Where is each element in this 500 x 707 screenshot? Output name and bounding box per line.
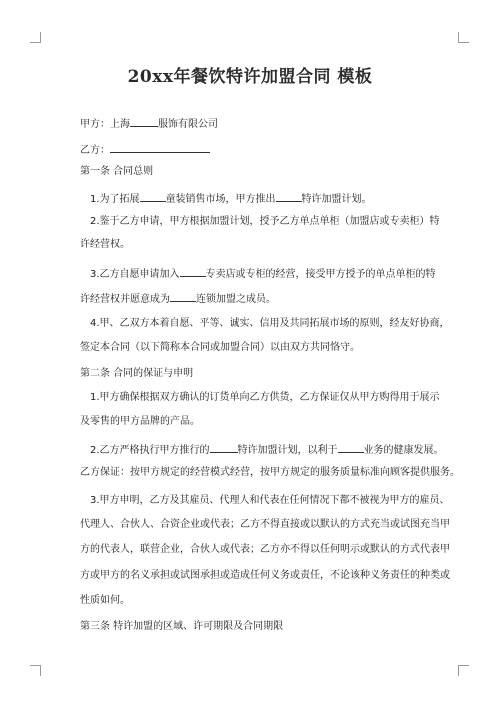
text-segment: 连锁加盟之成员。 xyxy=(196,294,276,305)
page-corner-mark-bottom-left xyxy=(30,665,41,676)
article-3-heading: 第三条 特许加盟的区域、许可期限及合同期限 xyxy=(80,621,284,632)
blank-field xyxy=(170,290,196,302)
article-2-heading: 第二条 合同的保证与申明 xyxy=(80,368,194,379)
paragraph-7: 乙方保证：按甲方规定的经营模式经营，按甲方规定的服务质量标准向顾客提供服务。 xyxy=(80,467,460,478)
blank-field xyxy=(130,115,158,127)
paragraph-4-line-2: 签定本合同（以下简称本合同或加盟合同）以由双方共同恪守。 xyxy=(80,342,360,353)
party-b-line xyxy=(80,141,460,158)
paragraph-8-line-4: 方或甲方的名义承担或试图承担或造成任何义务或责任，不论该种义务责任的种类或 xyxy=(80,570,450,581)
text-segment: 童装销售市场，甲方推出 xyxy=(165,194,276,205)
page-corner-mark-bottom-right xyxy=(458,665,469,676)
text-segment: 2.乙方严格执行甲方推行的 xyxy=(90,445,210,456)
page-corner-mark-top-left xyxy=(30,32,41,43)
blank-field xyxy=(338,441,364,453)
text-segment: 3.乙方自愿申请加入 xyxy=(90,269,180,280)
paragraph-8-line-3: 方的代表人，联营企业，合伙人或代表；乙方亦不得以任何明示或默认的方式代表甲 xyxy=(80,544,450,555)
paragraph-3-line-1 xyxy=(90,265,470,282)
paragraph-2-line-2: 许经营权。 xyxy=(80,239,130,250)
page-corner-mark-top-right xyxy=(458,32,469,43)
article-1-heading: 第一条 合同总则 xyxy=(80,166,154,177)
paragraph-5-line-1: 1.甲方确保根据双方确认的订货单向乙方供货，乙方保证仅从甲方购得用于展示 xyxy=(90,392,440,403)
blank-field xyxy=(210,441,238,453)
text-segment: 1.为了拓展 xyxy=(90,194,140,205)
blank-field xyxy=(110,141,210,153)
text-segment: 业务的健康发展。 xyxy=(363,445,444,456)
text-segment: 特许加盟计划。 xyxy=(301,194,372,205)
text-segment: 特许加盟计划，以利于 xyxy=(237,445,338,456)
paragraph-4-line-1: 4.甲、乙双方本着自愿、平等、诚实、信用及共同拓展市场的原则，经友好协商， xyxy=(90,318,450,329)
paragraph-8-line-2: 代理人、合伙人、合资企业或代表；乙方不得直接或以默认的方式充当或试图充当甲 xyxy=(80,519,450,530)
document-title: 20xx年餐饮特许加盟合同 模板 xyxy=(127,67,373,87)
blank-field xyxy=(140,190,166,202)
paragraph-5-line-2: 及零售的甲方品牌的产品。 xyxy=(80,416,200,427)
blank-field xyxy=(276,190,302,202)
party-a-line xyxy=(80,115,460,132)
blank-field xyxy=(180,265,206,277)
text-segment: 专卖店或专柜的经营，接受甲方授予的单点单柜的特 xyxy=(205,269,436,280)
party-a-label: 甲方：上海 xyxy=(80,119,130,130)
party-b-label: 乙方： xyxy=(80,145,110,156)
paragraph-3-line-2 xyxy=(80,290,460,307)
paragraph-1 xyxy=(90,190,470,207)
paragraph-6 xyxy=(90,441,470,458)
party-a-suffix: 服饰有限公司 xyxy=(158,119,218,130)
paragraph-8-line-1: 3.甲方申明，乙方及其雇员、代理人和代表在任何情况下都不被视为甲方的雇员、 xyxy=(90,495,450,506)
paragraph-2-line-1: 2.鉴于乙方申请，甲方根据加盟计划，授予乙方单点单柜（加盟店或专卖柜）特 xyxy=(90,216,440,227)
text-segment: 许经营权并愿意成为 xyxy=(80,294,170,305)
paragraph-8-line-5: 性质如何。 xyxy=(80,595,130,606)
